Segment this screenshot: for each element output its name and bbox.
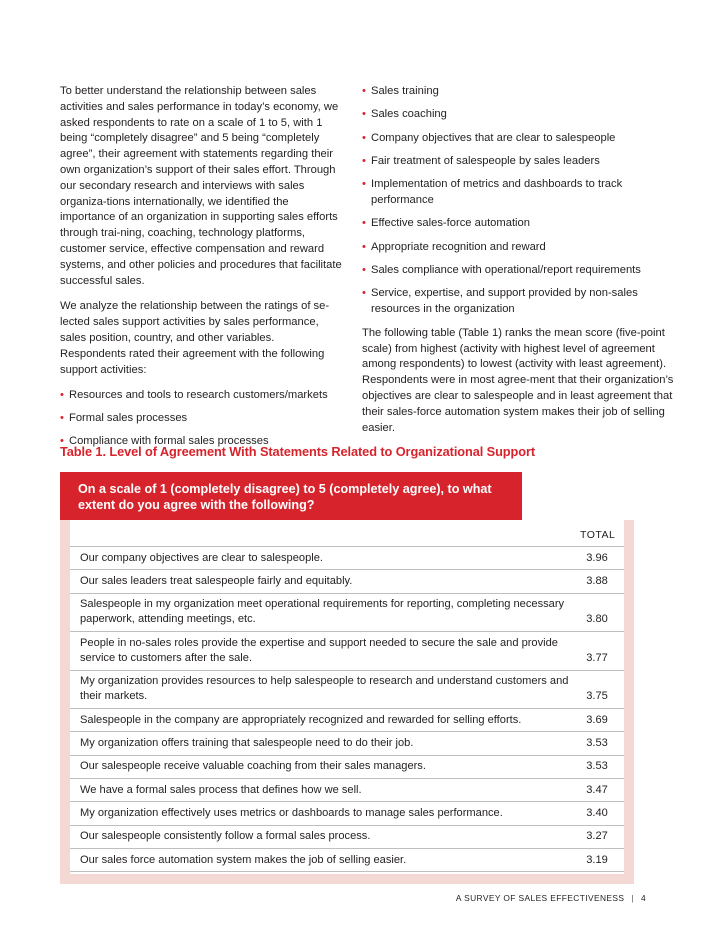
table-row: [70, 570, 624, 593]
row-statement: People in no-sales roles provide the expertise and support needed to secure the sale and provide service to customers after the sale.: [80, 636, 558, 664]
table-title: Table 1. Level of Agreement With Statements Related to Organizational Support: [60, 444, 535, 459]
page-number: 4: [640, 893, 646, 903]
row-value: 3.96: [586, 551, 608, 564]
list-item: • Implementation of metrics and dashboards to track performance: [362, 177, 674, 209]
row-statement: Salespeople in the company are appropriately recognized and rewarded for selling efforts.: [80, 713, 522, 726]
row-value: 3.27: [586, 830, 608, 843]
row-statement: Our company objectives are clear to salespeople.: [80, 551, 323, 564]
list-item: • Sales compliance with operational/report requirements: [362, 263, 674, 279]
list-item: • Company objectives that are clear to salespeople: [362, 131, 674, 147]
row-statement: Our sales leaders treat salespeople fairly and equitably.: [80, 574, 353, 587]
row-value: 3.53: [586, 760, 608, 773]
row-statement: We have a formal sales process that defines how we sell.: [80, 783, 362, 796]
ranking-paragraph: The following table (Table 1) ranks the mean score (five-point scale) from highest (activity with highest level of agreement among respondents) to lowest (activity with least agreement). Respondents were in most agree-ment that their organization’s objectives are clear to salespeople and in least agreement that their sales-force automation system makes their job of selling easier.: [362, 326, 674, 434]
list-item: • Resources and tools to research customers/markets: [60, 388, 342, 404]
row-value: 3.40: [586, 806, 608, 819]
list-item: • Sales coaching: [362, 107, 674, 123]
table-row: [70, 826, 624, 849]
row-value: 3.53: [586, 737, 608, 750]
row-value: 3.47: [586, 783, 608, 796]
row-statement: My organization offers training that salespeople need to do their job.: [80, 737, 414, 750]
row-statement: Salespeople in my organization meet operational requirements for reporting, completing necessary paperwork, attending meetings, etc.: [80, 598, 565, 626]
question-text: On a scale of 1 (completely disagree) to 5 (completely agree), to what extent do you agree with the following?: [78, 482, 492, 512]
row-statement: My organization provides resources to help salespeople to research and understand customers and their markets.: [80, 675, 569, 703]
table-row: [70, 547, 624, 570]
right-column: [362, 84, 674, 446]
row-statement: My organization effectively uses metrics or dashboards to manage sales performance.: [80, 806, 503, 819]
list-item: • Compliance with formal sales processes: [60, 434, 342, 450]
total-column-header: TOTAL: [580, 529, 616, 541]
table-row: [70, 594, 624, 633]
table-row: [70, 756, 624, 779]
footer-separator: |: [631, 893, 634, 903]
intro-paragraph: To better understand the relationship between sales activities and sales performance in today’s economy, we asked respondents to rate on a scale of 1 to 5, with 1 being “completely disagree” and 5 being “completely agree”, their agreement with statements regarding their own organization’s support of their sales effort. Through our secondary research and interviews with sales organiza-tions internationally, we identified the importance of an organization in supporting sales efforts through trai-ning, coaching, technology platforms, customer service, effective compensation and reward systems, and other policies and procedures that facilitate successful sales.: [60, 85, 342, 287]
page-footer: [456, 893, 646, 903]
left-bullet-list: [60, 388, 342, 449]
row-value: 3.80: [586, 613, 608, 626]
table-row: [70, 779, 624, 802]
table-row: [70, 709, 624, 732]
list-item: • Appropriate recognition and reward: [362, 240, 674, 256]
table-row: [70, 732, 624, 755]
row-statement: Our sales force automation system makes the job of selling easier.: [80, 853, 407, 866]
table-row: [70, 849, 624, 872]
row-statement: Our salespeople receive valuable coaching from their sales managers.: [80, 760, 426, 773]
agreement-table: [70, 546, 624, 872]
table-row: [70, 671, 624, 710]
list-item: • Service, expertise, and support provided by non-sales resources in the organization: [362, 286, 674, 318]
question-header: [60, 472, 522, 520]
table-row: [70, 632, 624, 671]
row-value: 3.77: [586, 651, 608, 664]
row-value: 3.69: [586, 713, 608, 726]
row-value: 3.75: [586, 690, 608, 703]
row-value: 3.88: [586, 574, 608, 587]
row-value: 3.19: [586, 853, 608, 866]
row-statement: Our salespeople consistently follow a formal sales process.: [80, 830, 371, 843]
table-row: [70, 802, 624, 825]
left-column: [60, 84, 342, 457]
list-item: • Sales training: [362, 84, 674, 100]
analysis-paragraph: We analyze the relationship between the ratings of se-lected sales support activities by sales performance, sales position, country, and other variables. Respondents rated their agreement with the following support activities:: [60, 300, 330, 376]
list-item: • Effective sales-force automation: [362, 216, 674, 232]
list-item: • Formal sales processes: [60, 411, 342, 427]
list-item: • Fair treatment of salespeople by sales leaders: [362, 154, 674, 170]
right-bullet-list: [362, 84, 674, 318]
footer-title: A SURVEY OF SALES EFFECTIVENESS: [455, 893, 625, 903]
